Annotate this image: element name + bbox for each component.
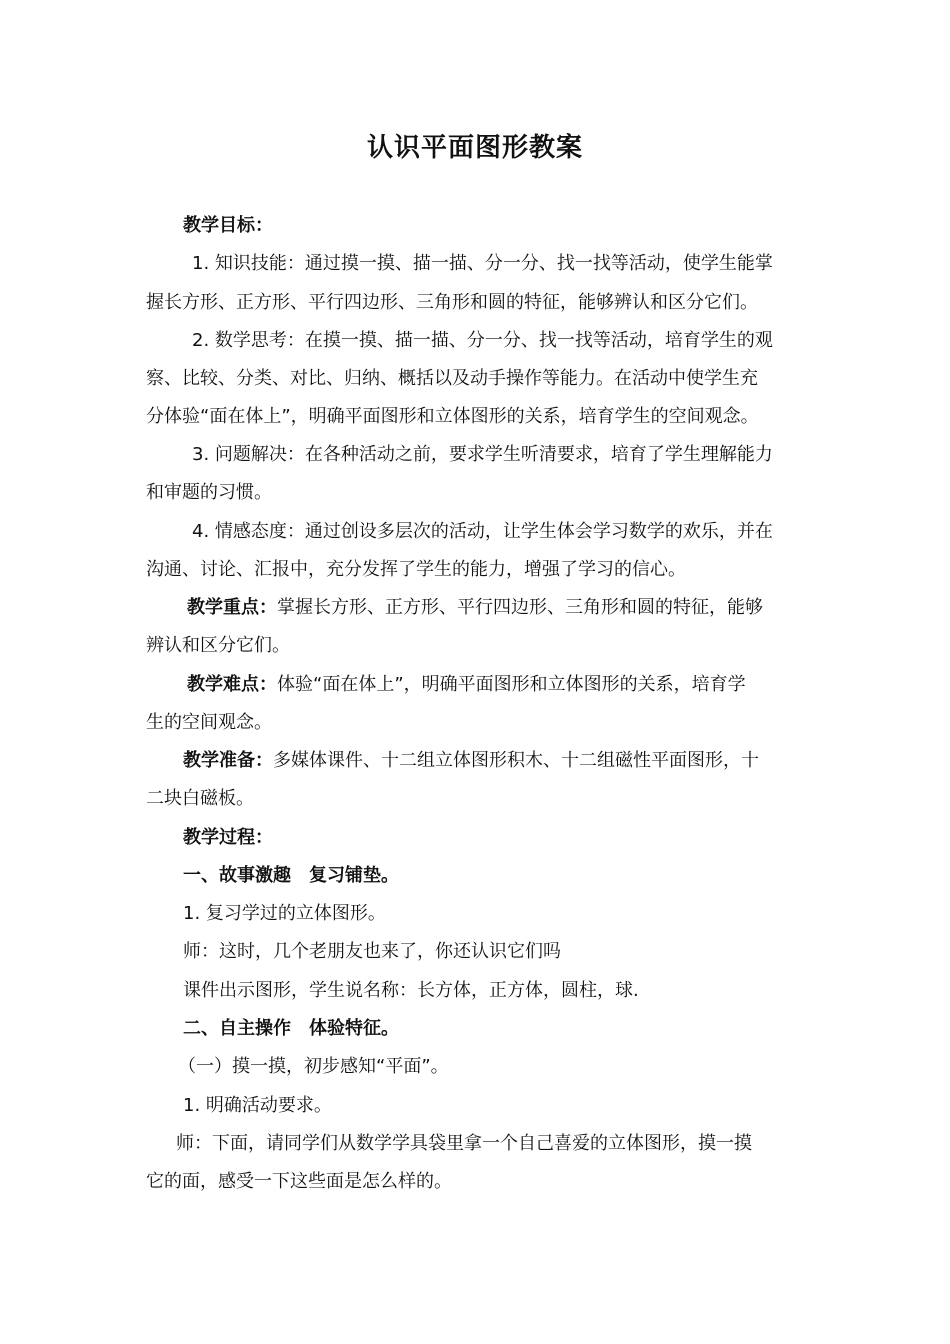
goal-4-line-1: 4. 情感态度：通过创设多层次的活动，让学生体会学习数学的欢乐，并在: [192, 521, 773, 542]
goal-2-line-1: 2. 数学思考：在摸一摸、描一描、分一分、找一找等活动，培育学生的观: [192, 330, 773, 351]
section-2-teacher-line-1: 师：下面，请同学们从数学学具袋里拿一个自己喜爱的立体图形，摸一摸: [176, 1133, 752, 1154]
goal-2-line-2: 察、比较、分类、对比、归纳、概括以及动手操作等能力。在活动中使学生充: [146, 368, 758, 389]
page-title: 认识平面图形教案: [366, 133, 583, 163]
section-2-heading: 二、自主操作 体验特征。: [183, 1018, 399, 1039]
goal-3-line-2: 和审题的习惯。: [146, 482, 272, 503]
preparation-line-2: 二块白磁板。: [146, 788, 254, 809]
difficulty-label: 教学难点：: [187, 674, 277, 695]
goals-heading: 教学目标：: [183, 215, 273, 236]
key-point-line-1: [187, 596, 763, 620]
goal-2-line-3: 分体验“面在体上”，明确平面图形和立体图形的关系，培育学生的空间观念。: [146, 406, 759, 427]
key-point-text: 掌握长方形、正方形、平行四边形、三角形和圆的特征，能够: [277, 597, 763, 618]
preparation-line-1: [183, 749, 759, 773]
difficulty-line-2: 生的空间观念。: [146, 712, 272, 733]
difficulty-text: 体验“面在体上”，明确平面图形和立体图形的关系，培育学: [277, 674, 746, 695]
section-1-display: 课件出示图形，学生说名称：长方体，正方体，圆柱，球.: [183, 980, 639, 1001]
preparation-label: 教学准备：: [183, 750, 273, 771]
section-1-item-1: 1. 复习学过的立体图形。: [183, 903, 386, 924]
section-2-item-1: 1. 明确活动要求。: [183, 1095, 332, 1116]
process-heading: 教学过程：: [183, 827, 273, 848]
section-1-teacher: 师：这时，几个老朋友也来了，你还认识它们吗: [183, 941, 561, 962]
goal-1-line-1: 1. 知识技能：通过摸一摸、描一描、分一分、找一找等活动，使学生能掌: [192, 253, 773, 274]
key-point-line-2: 辨认和区分它们。: [146, 635, 290, 656]
goal-4-line-2: 沟通、讨论、汇报中，充分发挥了学生的能力，增强了学习的信心。: [146, 559, 686, 580]
section-1-heading: 一、故事激趣 复习铺垫。: [183, 865, 399, 886]
key-point-label: 教学重点：: [187, 597, 277, 618]
preparation-text: 多媒体课件、十二组立体图形积木、十二组磁性平面图形，十: [273, 750, 759, 771]
goal-1-line-2: 握长方形、正方形、平行四边形、三角形和圆的特征，能够辨认和区分它们。: [146, 292, 758, 313]
section-2-teacher-line-2: 它的面，感受一下这些面是怎么样的。: [146, 1171, 452, 1192]
difficulty-line-1: [187, 673, 746, 697]
section-2-sub-1: （一）摸一摸，初步感知“平面”。: [178, 1056, 449, 1077]
goal-3-line-1: 3. 问题解决：在各种活动之前，要求学生听清要求，培育了学生理解能力: [192, 444, 773, 465]
